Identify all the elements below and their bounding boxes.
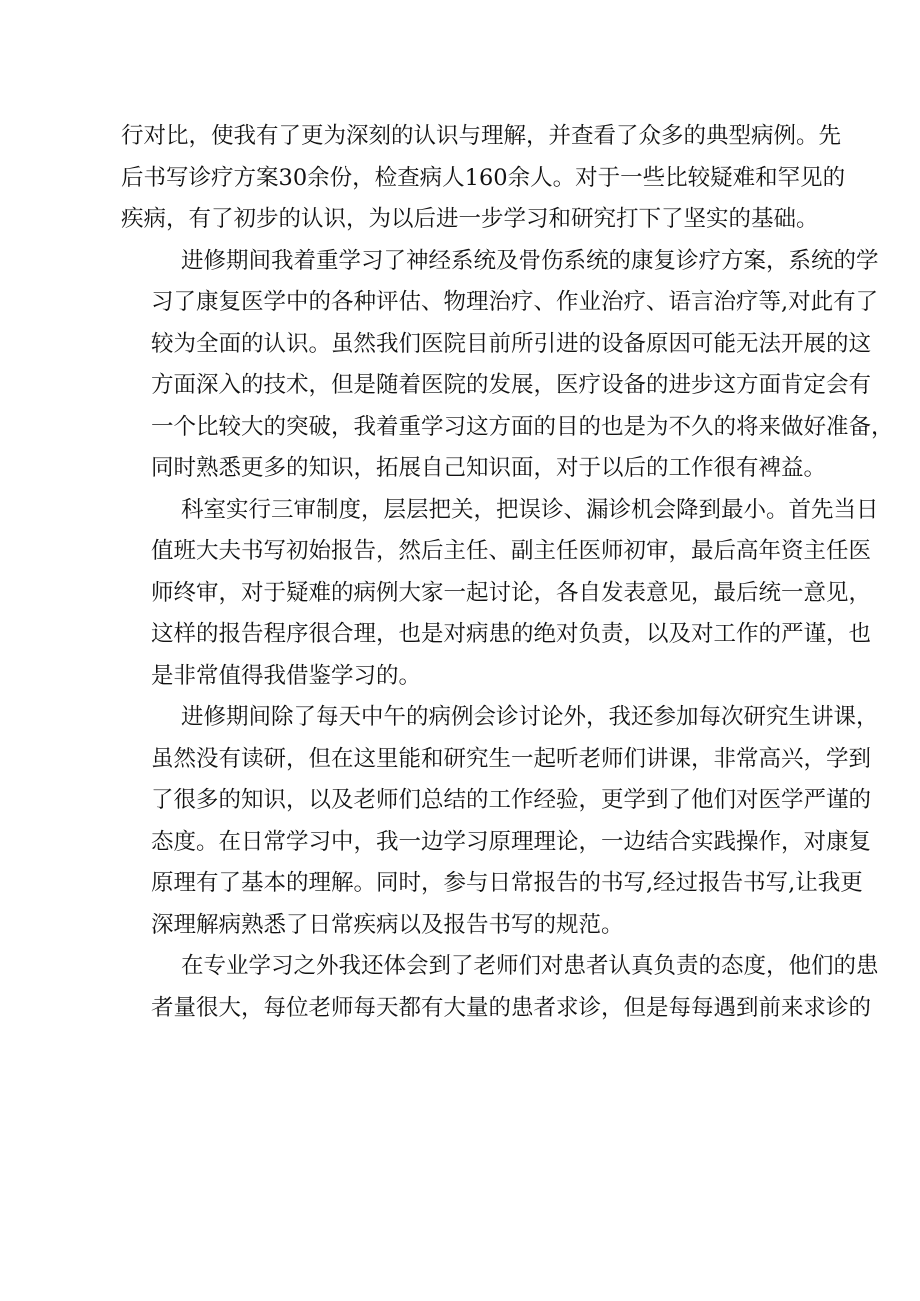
text-line: 在专业学习之外我还体会到了老师们对患者认真负责的态度，他们的患 bbox=[181, 953, 879, 979]
body-text bbox=[121, 116, 894, 1029]
text-line: 进修期间我着重学习了神经系统及骨伤系统的康复诊疗方案，系统的学 bbox=[181, 247, 879, 274]
text-line: 是非常值得我借鉴学习的。 bbox=[151, 662, 422, 689]
text-line: 者量很大，每位老师每天都有大量的患者求诊，但是每每遇到前来求诊的 bbox=[151, 994, 872, 1021]
text-line: 虽然没有读研，但在这里能和研究生一起听老师们讲课，非常高兴，学到 bbox=[151, 745, 872, 772]
paragraph bbox=[121, 946, 879, 1029]
paragraph bbox=[121, 116, 846, 241]
text-line: 进修期间除了每天中午的病例会诊讨论外，我还参加每次研究生讲课， bbox=[181, 704, 879, 730]
text-line: 后书写诊疗方案30余份，检查病人160余人。对于一些比较疑难和罕见的 bbox=[121, 164, 846, 191]
text-line: 态度。在日常学习中，我一边学习原理理论，一边结合实践操作，对康复 bbox=[151, 828, 872, 855]
text-line: 较为全面的认识。虽然我们医院目前所引进的设备原因可能无法开展的这 bbox=[151, 330, 872, 357]
text-line: 深理解病熟悉了日常疾病以及报告书写的规范。 bbox=[151, 911, 624, 938]
text-line: 同时熟悉更多的知识，拓展自己知识面，对于以后的工作很有裨益。 bbox=[151, 455, 827, 481]
paragraph bbox=[121, 490, 879, 698]
paragraph bbox=[121, 241, 894, 490]
text-line: 习了康复医学中的各种评估、物理治疗、作业治疗、语言治疗等,对此有了 bbox=[151, 289, 879, 315]
text-line: 行对比，使我有了更为深刻的认识与理解，并查看了众多的典型病例。先 bbox=[121, 123, 842, 149]
text-line: 方面深入的技术，但是随着医院的发展，医疗设备的进步这方面肯定会有 bbox=[151, 372, 872, 398]
text-line: 一个比较大的突破，我着重学习这方面的目的也是为不久的将来做好准备， bbox=[151, 413, 894, 440]
text-line: 这样的报告程序很合理，也是对病患的绝对负责，以及对工作的严谨，也 bbox=[151, 621, 872, 647]
text-line: 科室实行三审制度，层层把关，把误诊、漏诊机会降到最小。首先当日 bbox=[181, 496, 879, 523]
text-line: 值班大夫书写初始报告，然后主任、副主任医师初审，最后高年资主任医 bbox=[151, 538, 872, 564]
text-line: 了很多的知识，以及老师们总结的工作经验，更学到了他们对医学严谨的 bbox=[151, 787, 872, 813]
text-line: 原理有了基本的理解。同时，参与日常报告的书写,经过报告书写,让我更 bbox=[151, 870, 863, 896]
text-line: 师终审，对于疑难的病例大家一起讨论，各自发表意见，最后统一意见， bbox=[151, 579, 872, 606]
text-line: 疾病，有了初步的认识，为以后进一步学习和研究打下了坚实的基础。 bbox=[121, 206, 819, 232]
paragraph bbox=[121, 697, 879, 946]
